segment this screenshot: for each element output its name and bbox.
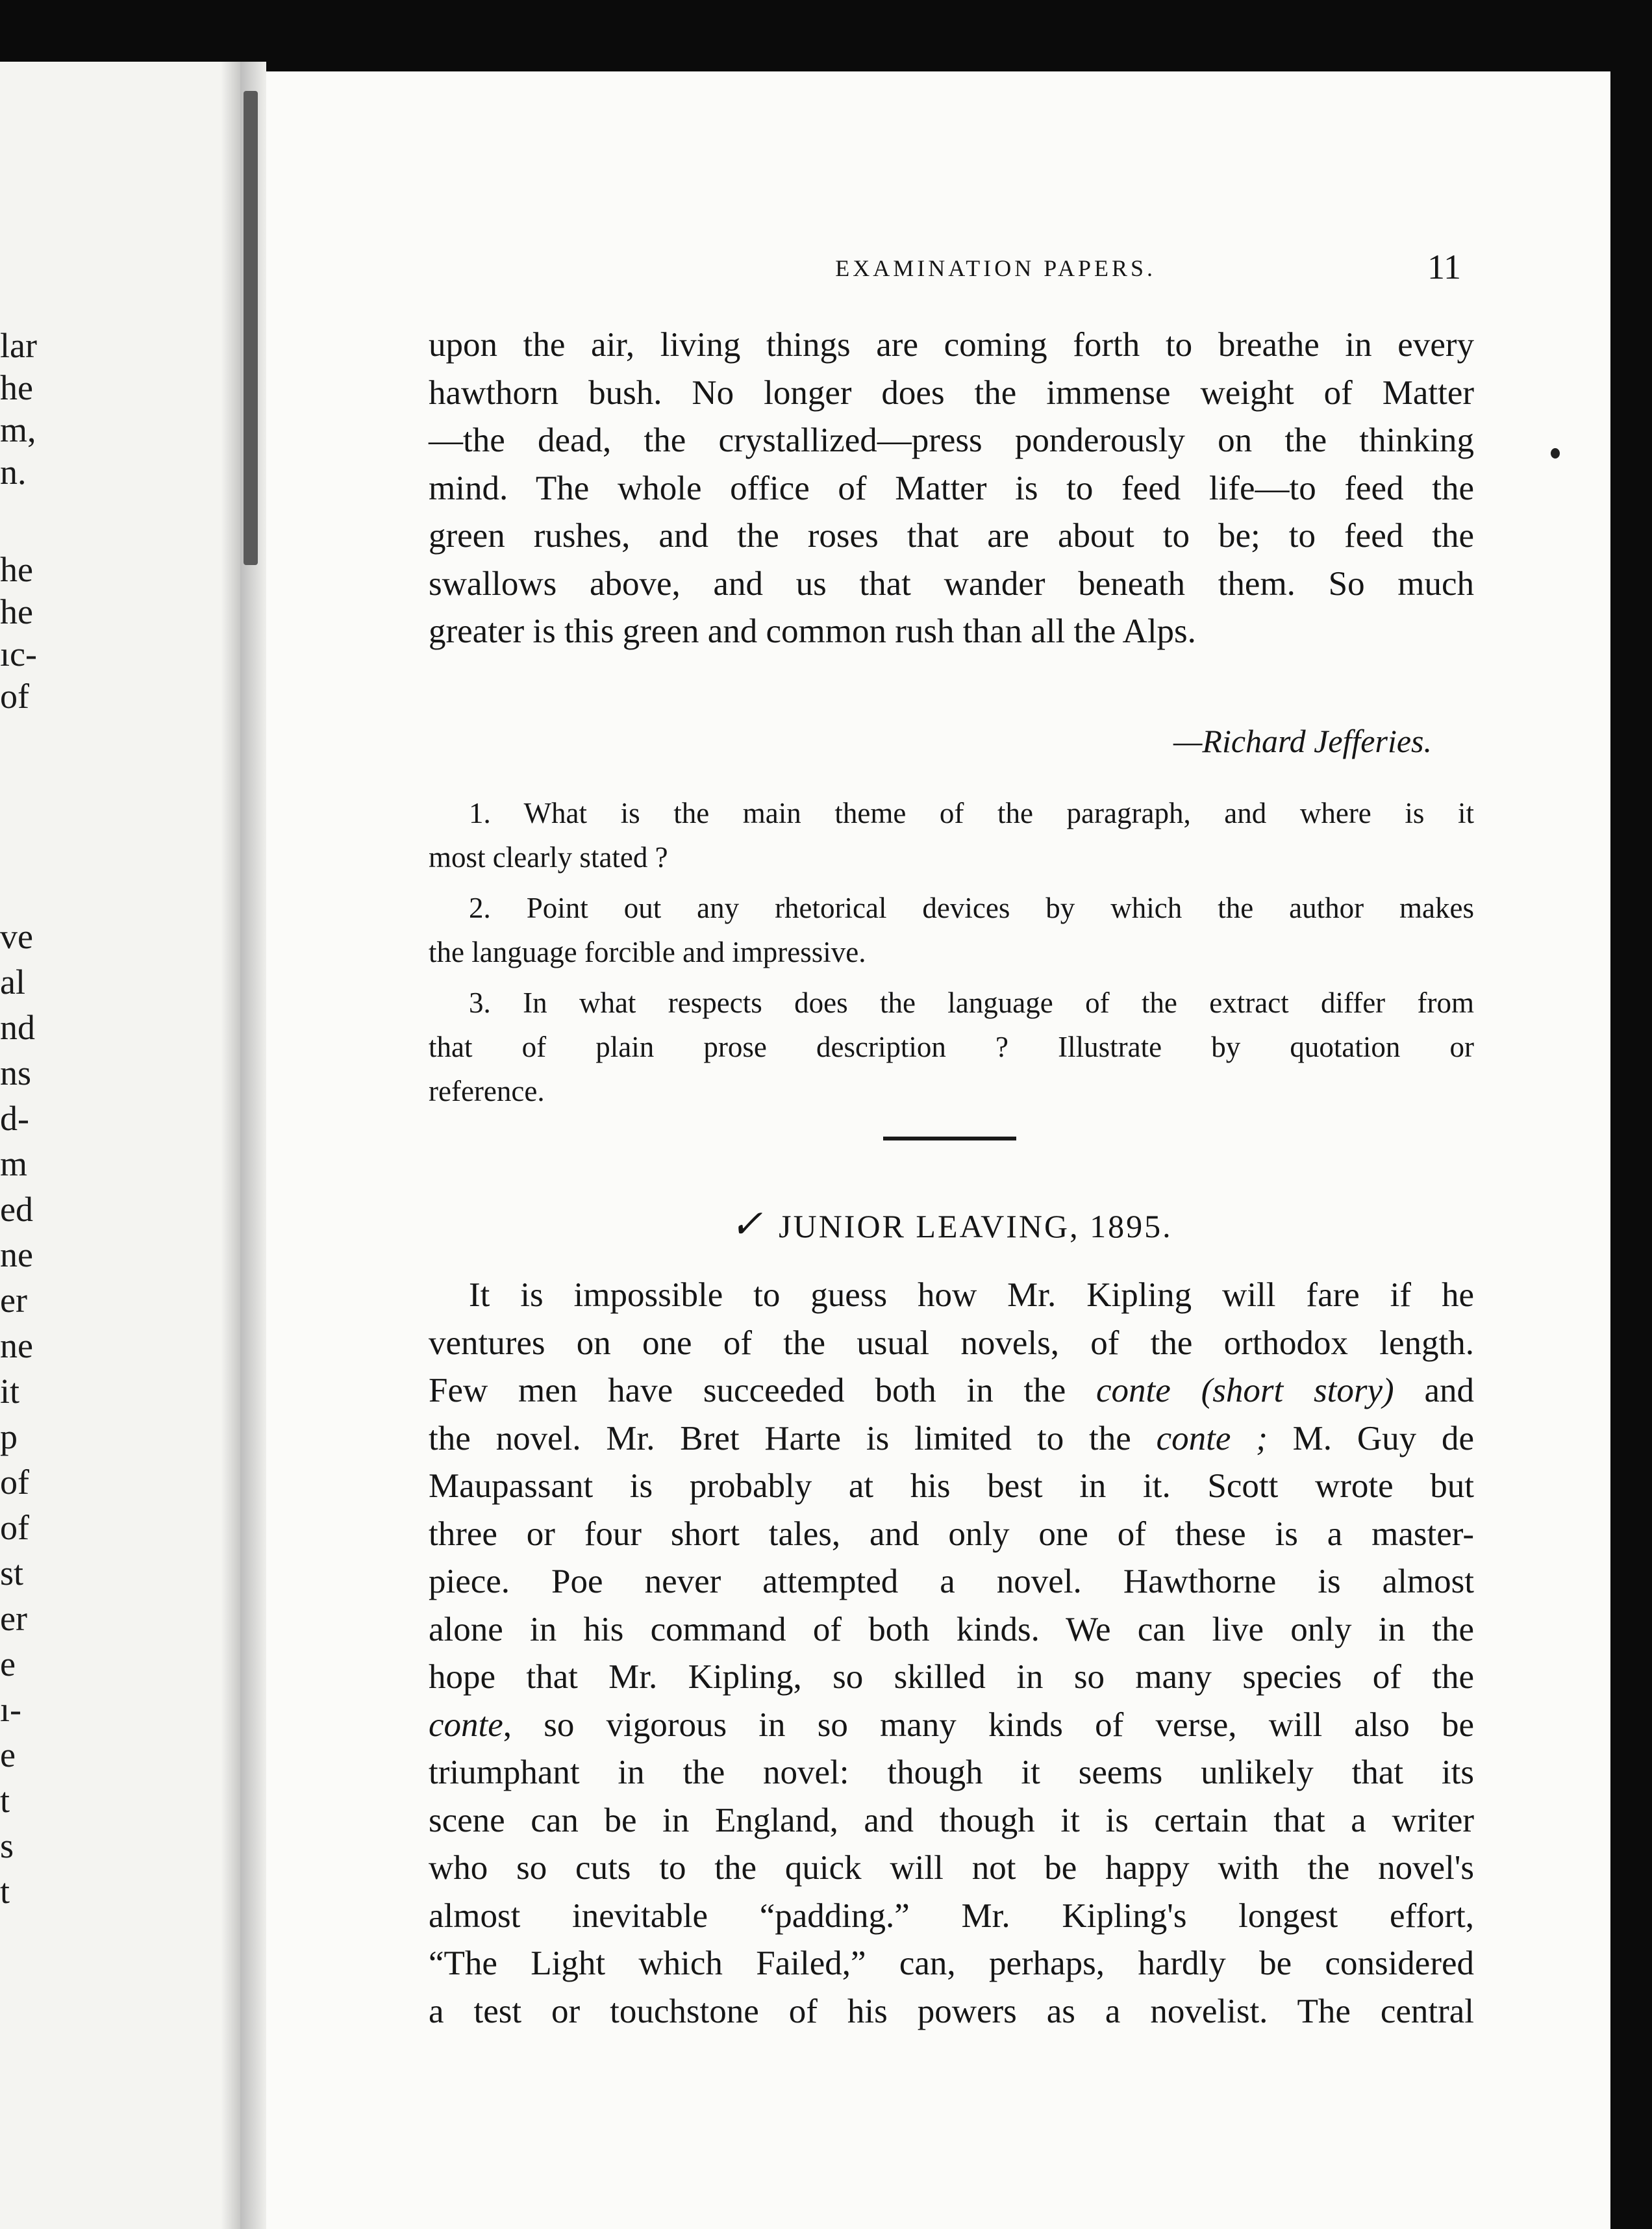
left-page-fragment: it <box>0 1372 20 1411</box>
left-page-fragment: lar <box>0 326 37 365</box>
left-page-fragment: ns <box>0 1053 32 1092</box>
passage-one-line: upon the air, living things are coming forth to breathe in every <box>429 326 1474 364</box>
passage-two-line: alone in his command of both kinds. We can live only in the <box>429 1610 1474 1648</box>
left-page-fragment: n. <box>0 453 27 492</box>
left-page-fragment: he <box>0 550 33 589</box>
left-page-fragment: ed <box>0 1190 33 1229</box>
passage-two-line: “The Light which Failed,” can, perhaps, hardly be considered <box>429 1945 1474 1982</box>
question-line: reference. <box>429 1075 545 1107</box>
left-page-shadow <box>221 62 240 2229</box>
question-line: 2. Point out any rhetorical devices by which the author makes <box>469 892 1474 924</box>
question-line: 1. What is the main theme of the paragraph, and where is it <box>469 797 1474 829</box>
left-page-fragment: ı- <box>0 1690 21 1729</box>
passage-two-line: hope that Mr. Kipling, so skilled in so many species of the <box>429 1658 1474 1696</box>
left-page-fragment: of <box>0 1508 29 1547</box>
passage-two-text: Few men have succeeded both in the <box>429 1372 1097 1409</box>
question-1 <box>429 791 1474 879</box>
passage-two-line: It is impossible to guess how Mr. Kipling will fare if he <box>469 1276 1474 1314</box>
left-page-fragment: er <box>0 1281 27 1320</box>
passage-two-italic: conte (short story) <box>1096 1372 1394 1409</box>
left-page-fragment: m <box>0 1144 28 1183</box>
left-page-fragment: ne <box>0 1326 33 1365</box>
left-page-fragment: d- <box>0 1099 29 1138</box>
question-3 <box>429 981 1474 1113</box>
left-page-fragment: t <box>0 1781 10 1820</box>
passage-two-text: and <box>1394 1372 1474 1409</box>
passage-one-line: —the dead, the crystallized—press ponderously on the thinking <box>429 422 1474 459</box>
page-number: 11 <box>1427 247 1461 286</box>
left-page-fragment: nd <box>0 1008 35 1047</box>
passage-two-line: triumphant in the novel: though it seems unlikely that its <box>429 1754 1474 1791</box>
left-facing-page <box>0 62 240 2229</box>
passage-two-text: M. Guy de <box>1267 1419 1474 1457</box>
left-page-fragment: he <box>0 592 33 631</box>
passage-two-line <box>429 1415 1474 1463</box>
gutter-binding-mark <box>244 91 258 565</box>
left-page-fragment: ıc- <box>0 635 37 674</box>
question-line: that of plain prose description ? Illustrate by quotation or <box>429 1031 1474 1063</box>
passage-two-line: three or four short tales, and only one of these is a master- <box>429 1515 1474 1553</box>
left-page-fragment: e <box>0 1735 16 1774</box>
passage-two-text: the novel. Mr. Bret Harte is limited to the <box>429 1419 1157 1457</box>
passage-two-italic: conte ; <box>1156 1419 1268 1457</box>
question-line: most clearly stated ? <box>429 841 668 874</box>
section-heading <box>429 1202 1474 1247</box>
section-divider <box>883 1137 1016 1140</box>
passage-two-line <box>429 1702 1474 1750</box>
running-head-title: EXAMINATION PAPERS. <box>835 255 1156 281</box>
left-page-fragment: ve <box>0 917 33 956</box>
left-page-fragment: al <box>0 963 25 1001</box>
passage-two-line: piece. Poe never attempted a novel. Hawthorne is almost <box>429 1563 1474 1600</box>
passage-one-line: greater is this green and common rush than all the Alps. <box>429 612 1196 650</box>
questions-list <box>429 791 1474 1120</box>
left-page-fragment: p <box>0 1417 18 1456</box>
passage-two-line: ventures on one of the usual novels, of the orthodox length. <box>429 1324 1474 1362</box>
passage-two-line: almost inevitable “padding.” Mr. Kipling's longest effort, <box>429 1896 1474 1935</box>
left-page-fragment: e <box>0 1644 16 1683</box>
left-page-fragment: of <box>0 677 29 716</box>
page-edge-shadow <box>1610 71 1652 2229</box>
passage-two-text: , so vigorous in so many kinds of verse, will also be <box>503 1706 1474 1744</box>
scan-speck <box>1551 448 1560 459</box>
left-page-fragment: t <box>0 1872 10 1911</box>
left-page-fragment: of <box>0 1463 29 1502</box>
passage-two-italic: conte <box>429 1706 503 1744</box>
passage-one-line: swallows above, and us that wander beneath them. So much <box>429 564 1474 603</box>
passage-one <box>429 321 1474 656</box>
passage-two-line: scene can be in England, and though it is certain that a writer <box>429 1801 1474 1839</box>
question-line: 3. In what respects does the language of the extract differ from <box>469 987 1474 1019</box>
passage-one-line: mind. The whole office of Matter is to feed life—to feed the <box>429 469 1474 507</box>
passage-two <box>429 1272 1474 2035</box>
passage-two-line <box>429 1367 1474 1415</box>
left-page-fragment: ne <box>0 1235 33 1274</box>
left-page-fragment: st <box>0 1554 24 1593</box>
left-page-fragment: s <box>0 1826 14 1865</box>
main-page <box>266 71 1610 2229</box>
passage-two-line: a test or touchstone of his powers as a novelist. The central <box>429 1992 1474 2030</box>
left-page-fragment: he <box>0 368 33 407</box>
attribution: —Richard Jefferies. <box>1173 723 1432 759</box>
section-heading-text: JUNIOR LEAVING, 1895. <box>779 1208 1173 1244</box>
passage-one-line: green rushes, and the roses that are about to be; to feed the <box>429 517 1474 555</box>
question-2 <box>429 886 1474 974</box>
left-page-fragment: m, <box>0 410 36 449</box>
passage-two-line: Maupassant is probably at his best in it. Scott wrote but <box>429 1467 1474 1505</box>
handwritten-check-mark: ✓ <box>730 1203 765 1246</box>
passage-two-line: who so cuts to the quick will not be happy with the novel's <box>429 1849 1474 1887</box>
question-line: the language forcible and impressive. <box>429 936 866 968</box>
left-page-fragment: er <box>0 1599 27 1638</box>
passage-one-line: hawthorn bush. No longer does the immense weight of Matter <box>429 373 1474 412</box>
